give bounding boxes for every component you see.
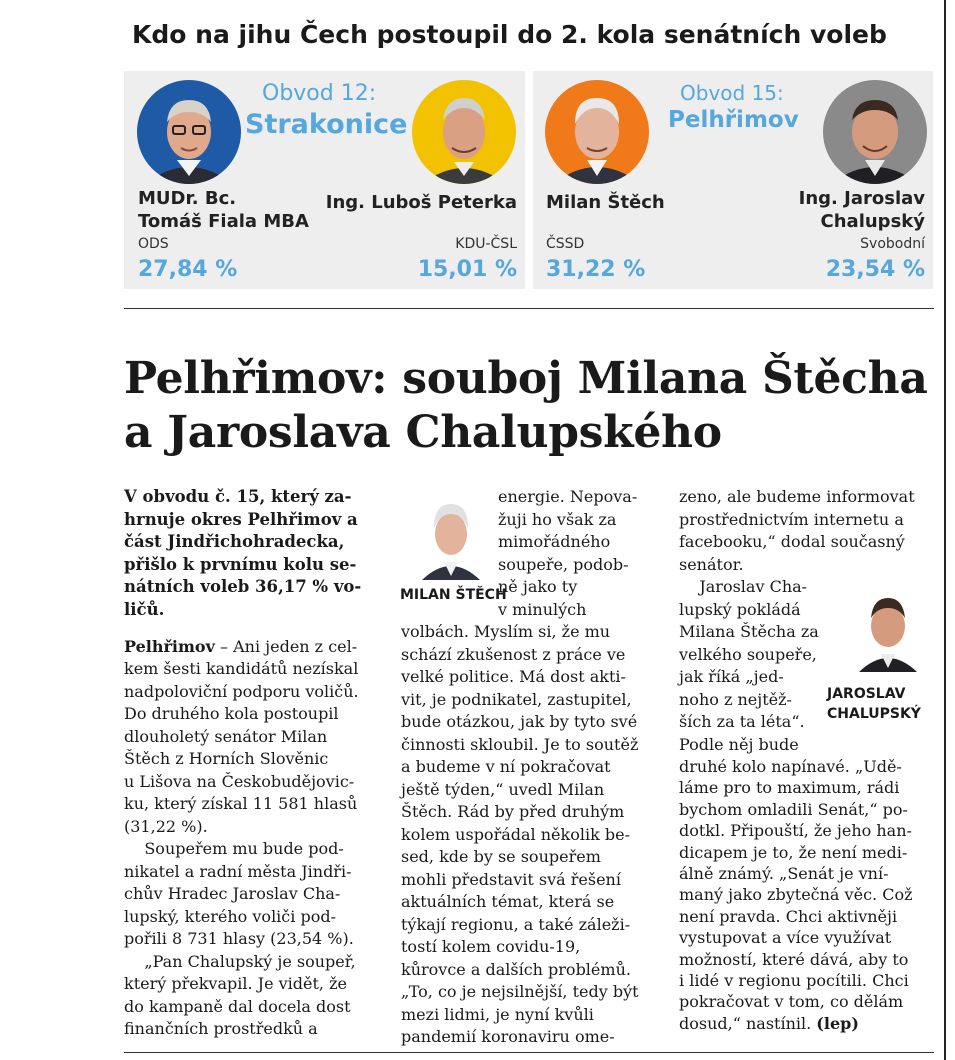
- candidate-percent-peterka: 15,01 %: [417, 257, 517, 282]
- candidate-photo-fiala: [137, 80, 241, 184]
- text-line: „Pan Chalupský je soupeř,: [124, 951, 356, 971]
- text-line: V obvodu č. 15, který za-: [124, 487, 352, 506]
- text-line: druhé kolo napínavé. „Udě-: [679, 757, 902, 776]
- text-line: činnosti skloubil. Je to soutěž: [401, 734, 639, 754]
- text-line: vit, je podnikatel, zastupitel,: [401, 689, 632, 709]
- candidate-photo-peterka: [412, 80, 516, 184]
- text-line: bychom omladili Senát,“ po-: [679, 799, 908, 819]
- text-line: dlouholetý senátor Milan: [124, 726, 328, 746]
- text-line: mohli představit svá řešení: [401, 869, 621, 889]
- text-line: soupeře, podob-: [498, 554, 629, 574]
- byline: (lep): [816, 1014, 859, 1033]
- section-divider-bottom: [124, 1052, 934, 1053]
- text-line: kolem uspořádal několik be-: [401, 824, 630, 844]
- text-line: tostí kolem covidu-19,: [401, 937, 581, 956]
- text-line: (31,22 %).: [124, 816, 208, 836]
- text-line: noho z nejtěž-: [679, 689, 792, 709]
- text-line: sed, kde by se soupeřem: [401, 847, 601, 866]
- text-line: Štěch. Rád by před druhým: [401, 802, 625, 821]
- text-line: pandemií koronaviru ome-: [401, 1027, 615, 1046]
- text-line: u Lišova na Českobudějovic-: [124, 771, 355, 791]
- candidate-photo-chalupsky: [823, 80, 927, 184]
- text-line: prostřednictvím internetu a: [679, 509, 904, 529]
- text-line: hrnuje okres Pelhřimov a: [124, 509, 358, 529]
- text-line: mimořádného: [498, 532, 611, 551]
- photo-caption-chalupsky: JAROSLAV CHALUPSKÝ: [827, 686, 921, 722]
- text-line: do kampaně dal docela dost: [124, 996, 351, 1016]
- text-line: álně známý. „Senát je vní-: [679, 864, 889, 883]
- candidate-party-peterka: KDU-ČSL: [455, 236, 517, 252]
- infobox-title: Kdo na jihu Čech postoupil do 2. kola senátních voleb: [132, 20, 887, 49]
- text-line: maný jako zbytečná věc. Což: [679, 885, 913, 905]
- dateline-line: Pelhřimov – Ani jeden z cel-: [124, 637, 358, 656]
- text-line: schází zkušenost z práce ve: [401, 644, 626, 664]
- text-line: přišlo k prvnímu kolu se-: [124, 554, 357, 574]
- candidate-name-stech: Milan Štěch: [546, 192, 665, 213]
- candidate-photo-stech: [545, 80, 649, 184]
- text-line: senátor.: [679, 554, 744, 574]
- text-line: kůrovce a dalších problémů.: [401, 959, 631, 979]
- district-name-strakonice: Strakonice: [245, 109, 408, 140]
- text-line: ších za ta léta“.: [679, 712, 805, 731]
- text-line: pokračovat v tom, co dělám: [679, 992, 904, 1012]
- text-line: finančních prostředků a: [124, 1019, 318, 1038]
- text-line: velké politice. Má dost akti-: [401, 667, 626, 686]
- text-line: lupský pokládá: [679, 599, 801, 619]
- district-panel-strakonice: [124, 71, 525, 289]
- text-line: ještě týden,“ uvedl Milan: [401, 779, 605, 799]
- text-line: pořili 8 731 hlasy (23,54 %).: [124, 929, 354, 948]
- text-line: Podle něj bude: [679, 734, 799, 754]
- text-line: energie. Nepova-: [498, 487, 638, 506]
- district-name-pelhrimov: Pelhřimov: [668, 107, 799, 133]
- article-headline: Pelhřimov: souboj Milana Štěcha a Jaroslava Chalupského: [124, 353, 928, 458]
- text-line: není pravda. Chci aktivněji: [679, 906, 898, 926]
- text-line: ně jako ty: [498, 577, 578, 596]
- photo-milan-stech: [420, 492, 482, 580]
- candidate-name-fiala: MUDr. Bc. Tomáš Fiala MBA: [138, 188, 309, 232]
- text-line: nikatel a radní města Jindři-: [124, 861, 352, 881]
- candidate-party-stech: ČSSD: [546, 236, 585, 252]
- candidate-party-chalupsky: Svobodní: [860, 236, 925, 252]
- text-line: Soupeřem mu bude pod-: [124, 839, 344, 858]
- photo-caption-stech: MILAN ŠTĚCH: [400, 587, 507, 603]
- text-line: jak říká „jed-: [679, 667, 784, 686]
- text-line: Do druhého kola postoupil: [124, 704, 339, 723]
- text-line: ku, který získal 11 581 hlasů: [124, 794, 358, 813]
- text-line: ličů.: [124, 600, 165, 619]
- text-line: který překvapil. Je vidět, že: [124, 974, 347, 993]
- text-line: kem šesti kandidátů nezískal: [124, 659, 359, 678]
- candidate-percent-fiala: 27,84 %: [138, 257, 238, 282]
- text-line: nátních voleb 36,17 % vo-: [124, 577, 362, 597]
- text-line: bude otázkou, jak by tyto své: [401, 712, 638, 731]
- text-line: velkého soupeře,: [679, 644, 817, 664]
- district-label-12: Obvod 12:: [262, 81, 377, 106]
- candidate-percent-chalupsky: 23,54 %: [825, 257, 925, 282]
- closing-line: dosud,“ nastínil. (lep): [679, 1014, 859, 1033]
- candidate-name-chalupsky: Ing. Jaroslav Chalupský: [798, 188, 925, 232]
- district-panel-pelhrimov: [533, 71, 933, 289]
- text-line: Milana Štěcha za: [679, 622, 819, 641]
- text-line: dotkl. Připouští, že jeho han-: [679, 821, 912, 841]
- text-line: část Jindřichohradecka,: [124, 532, 345, 552]
- text-line: zeno, ale budeme informovat: [679, 487, 915, 506]
- text-line: možností, které dává, aby to: [679, 949, 909, 969]
- text-line: a budeme v ní pokračovat: [401, 757, 611, 776]
- text-line: žuji ho však za: [498, 509, 617, 529]
- text-line: nadpoloviční podporu voličů.: [124, 681, 359, 701]
- district-label-15: Obvod 15:: [680, 81, 784, 105]
- text-line: dicapem je to, že není medi-: [679, 842, 908, 862]
- text-line: chův Hradec Jaroslav Cha-: [124, 884, 341, 903]
- column-divider: [944, 0, 946, 1060]
- text-line: volbách. Myslím si, že mu: [401, 622, 611, 641]
- text-line: lupský, kterého voliči pod-: [124, 906, 336, 926]
- text-line: Jaroslav Cha-: [679, 577, 808, 596]
- text-line: týkají regionu, a také záleži-: [401, 914, 631, 934]
- text-line: aktuálních témat, která se: [401, 892, 615, 911]
- text-line: mezi lidmi, je nyní kvůli: [401, 1004, 594, 1024]
- photo-jaroslav-chalupsky: [857, 584, 919, 672]
- text-line: vystupovat a více využívat: [679, 928, 892, 948]
- dateline: Pelhřimov: [124, 637, 215, 656]
- candidate-party-fiala: ODS: [138, 236, 169, 252]
- section-divider-top: [124, 308, 934, 309]
- text-line: Štěch z Horních Slověnic: [124, 749, 329, 768]
- text-line: v minulých: [498, 599, 587, 619]
- text-line: facebooku,“ dodal současný: [679, 532, 905, 551]
- text-line: „To, co je nejsilnější, tedy být: [401, 982, 639, 1001]
- text-line: láme pro to maximum, rádi: [679, 778, 900, 798]
- candidate-name-peterka: Ing. Luboš Peterka: [325, 192, 517, 213]
- text-line: i lidé v regionu pocítili. Chci: [679, 971, 909, 990]
- candidate-percent-stech: 31,22 %: [546, 257, 646, 282]
